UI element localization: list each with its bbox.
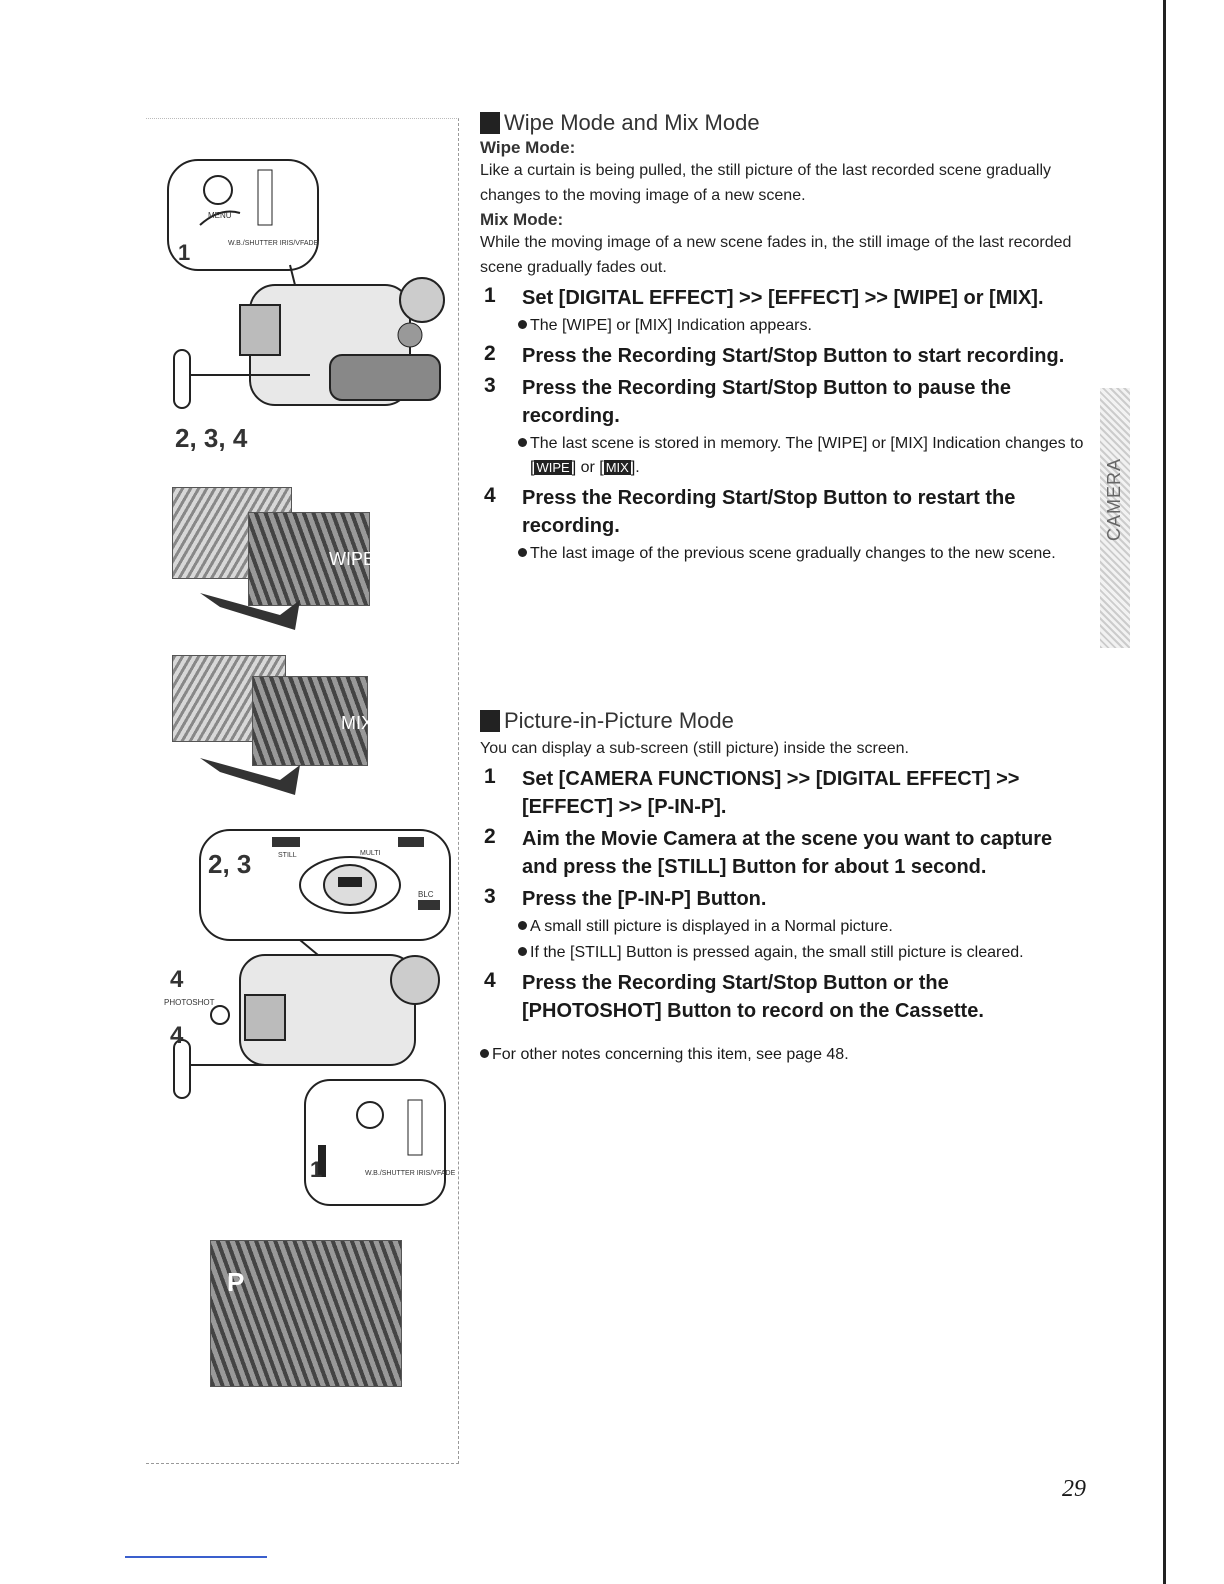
step-number: 4	[484, 484, 496, 507]
note-text-end: ].	[630, 459, 640, 476]
step-text: Press the Recording Start/Stop Button to start recording.	[522, 345, 1065, 367]
wipe-step-4	[480, 484, 1090, 540]
wipe-arrow	[200, 585, 310, 635]
step-number: 2	[484, 342, 496, 365]
main-content	[480, 110, 1090, 1069]
fig4-step-4b: 4	[170, 1022, 184, 1049]
wipe-mix-title-text: Wipe Mode and Mix Mode	[504, 110, 760, 135]
pip-title	[480, 708, 1090, 734]
pip-title-text: Picture-in-Picture Mode	[504, 708, 734, 733]
camera-figure-bottom	[160, 825, 455, 1210]
step-text: Press the Recording Start/Stop Button or the [PHOTOSHOT] Button to record on the Cassette.	[522, 972, 984, 1022]
fig4-multi-label: MULTI	[360, 850, 381, 857]
bullet-icon	[518, 548, 527, 557]
fig4-step-4a: 4	[170, 966, 184, 993]
step-number: 1	[484, 284, 496, 307]
note-text: The last scene is stored in memory. The [WIPE] or [MIX] Indication changes to [	[530, 435, 1084, 476]
fig4-wb-label: W.B./SHUTTER IRIS/VFADE	[365, 1170, 455, 1177]
mix-mode-desc: While the moving image of a new scene fades in, the still image of the last recorded scene gradually fades out.	[480, 234, 1072, 276]
pip-photo	[210, 1240, 402, 1387]
step-text: Press the Recording Start/Stop Button to pause the recording.	[522, 377, 1011, 427]
pip-step-2	[480, 825, 1090, 881]
fig4-steps-23: 2, 3	[208, 849, 252, 879]
step-number: 3	[484, 374, 496, 397]
note-text: The [WIPE] or [MIX] Indication appears.	[530, 317, 812, 334]
note-text: A small still picture is displayed in a Normal picture.	[530, 918, 893, 935]
pip-label: P	[227, 1267, 245, 1297]
mix-arrow	[200, 750, 310, 800]
fig1-wb-label: W.B./SHUTTER IRIS/VFADE	[228, 240, 319, 247]
wipe-step-1	[480, 284, 1090, 312]
fig4-photoshot-label: PHOTOSHOT	[164, 998, 215, 1007]
fig4-blc-label: BLC	[418, 890, 434, 899]
bullet-icon	[518, 921, 527, 930]
wipe-step-3	[480, 374, 1090, 430]
step-text: Set [CAMERA FUNCTIONS] >> [DIGITAL EFFECT] >> [EFFECT] >> [P-IN-P].	[522, 768, 1020, 818]
note-text-or: ] or [	[571, 459, 604, 476]
section-marker-icon	[480, 112, 500, 134]
camera-side-tab	[1100, 388, 1130, 648]
step-text: Set [DIGITAL EFFECT] >> [EFFECT] >> [WIPE] or [MIX].	[522, 287, 1044, 309]
mix-label-2: MIX	[341, 713, 374, 733]
note-text: For other notes concerning this item, see page 48.	[492, 1046, 849, 1063]
note-text: If the [STILL] Button is pressed again, the small still picture is cleared.	[530, 944, 1024, 961]
pip-step-3-note-1	[480, 915, 1090, 939]
fig4-step-1: 1	[310, 1157, 323, 1182]
pip-footnote	[480, 1043, 1090, 1067]
fig1-steps-234: 2, 3, 4	[175, 423, 248, 453]
wipe-indicator: WIPE	[536, 460, 570, 475]
step-number: 4	[484, 969, 496, 992]
bottom-rule	[125, 1556, 267, 1558]
bullet-icon	[518, 438, 527, 447]
bullet-icon	[518, 947, 527, 956]
wipe-mode-heading: Wipe Mode:	[480, 138, 576, 157]
camera-figure-top	[160, 155, 450, 455]
wipe-step-2	[480, 342, 1090, 370]
step-text: Press the [P-IN-P] Button.	[522, 888, 767, 910]
wipe-step-1-note	[480, 314, 1090, 338]
wipe-step-4-note	[480, 542, 1090, 566]
step-text: Aim the Movie Camera at the scene you want to capture and press the [STILL] Button for about 1 second.	[522, 828, 1053, 878]
wipe-label: WIPE	[329, 549, 376, 569]
wipe-step-3-note	[480, 432, 1090, 480]
mix-indicator: MIX	[605, 460, 629, 475]
mix-mode-heading: Mix Mode:	[480, 210, 564, 229]
pip-step-3-note-2	[480, 941, 1090, 965]
bullet-icon	[518, 320, 527, 329]
wipe-mix-title	[480, 110, 1090, 136]
pip-step-1	[480, 765, 1090, 821]
right-margin-rule	[1163, 0, 1166, 1584]
fig1-step-1: 1	[178, 240, 191, 265]
fig1-menu-label: MENU	[208, 211, 232, 220]
pip-step-3	[480, 885, 1090, 913]
page-number: 29	[1062, 1476, 1086, 1502]
fig4-still-label: STILL	[278, 852, 297, 859]
step-text: Press the Recording Start/Stop Button to restart the recording.	[522, 487, 1016, 537]
bullet-icon	[480, 1049, 489, 1058]
step-number: 3	[484, 885, 496, 908]
wipe-mode-desc: Like a curtain is being pulled, the still picture of the last recorded scene gradually changes to the moving image of a new scene.	[480, 162, 1051, 204]
note-text: The last image of the previous scene gradually changes to the new scene.	[530, 545, 1056, 562]
step-number: 1	[484, 765, 496, 788]
step-number: 2	[484, 825, 496, 848]
side-tab-label: CAMERA	[1104, 458, 1124, 542]
section-marker-icon	[480, 710, 500, 732]
pip-step-4	[480, 969, 1090, 1025]
pip-desc: You can display a sub-screen (still picture) inside the screen.	[480, 740, 909, 757]
